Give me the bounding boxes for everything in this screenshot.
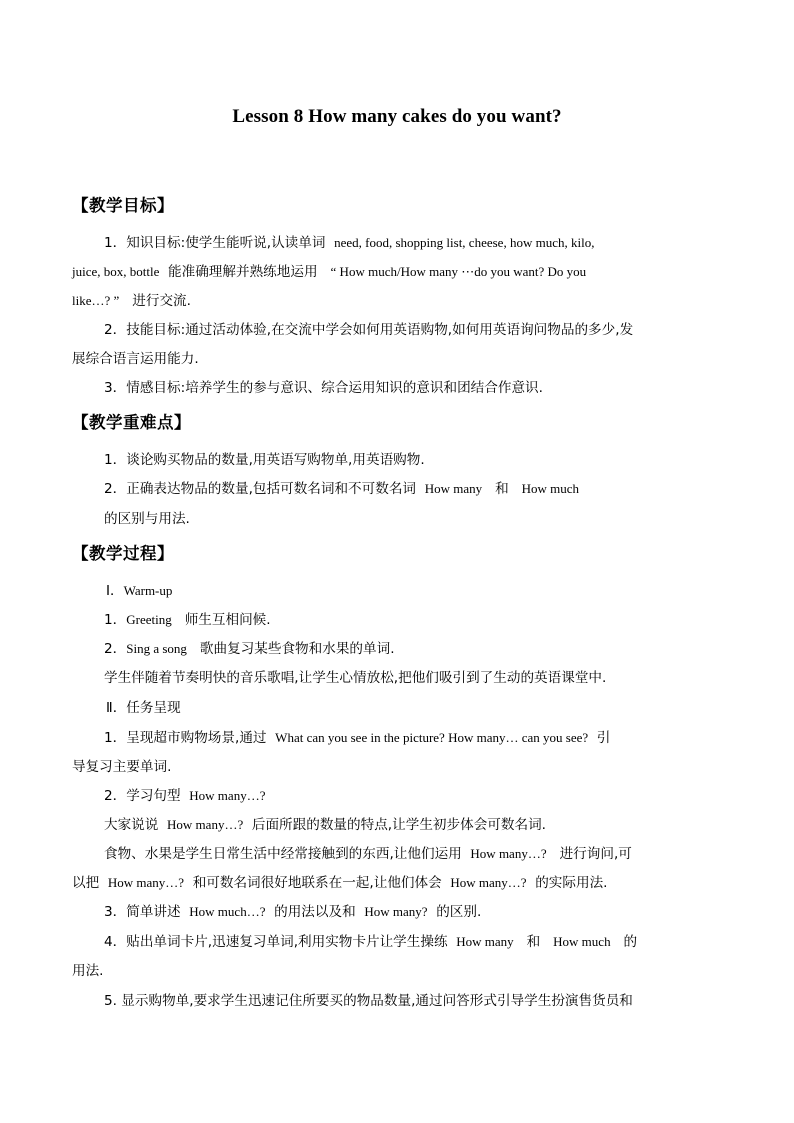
goals-line-2: juice, box, bottle 能准确理解并熟练地运用 “ How much/How many ⋯do you want? Do you [72, 264, 587, 280]
process-line-12: 3．简单讲述 How much…? 的用法以及和 How many? 的区别. [104, 904, 482, 920]
key-line-2: 2．正确表达物品的数量,包括可数名词和不可数名词 How many 和 How much [104, 481, 580, 497]
key-line-1: 1．谈论购买物品的数量,用英语写购物单,用英语购物. [104, 452, 425, 468]
process-line-1: Ⅰ．Warm-up [106, 583, 173, 599]
process-line-10: 食物、水果是学生日常生活中经常接触到的东西,让他们运用 How many…? 进行询问,可 [104, 846, 632, 862]
goals-line-5: 展综合语言运用能力. [72, 351, 199, 367]
process-line-11: 以把 How many…? 和可数名词很好地联系在一起,让他们体会 How many…? 的实际用法. [72, 875, 608, 891]
process-line-4: 学生伴随着节奏明快的音乐歌唱,让学生心情放松,把他们吸引到了生动的英语课堂中. [104, 670, 607, 686]
goals-line-3: like…? ” 进行交流. [72, 293, 191, 309]
key-line-3: 的区别与用法. [104, 511, 190, 527]
process-line-7: 导复习主要单词. [72, 759, 172, 775]
process-line-6: 1．呈现超市购物场景,通过 What can you see in the picture? How many… can you see? 引 [104, 730, 611, 746]
section-heading-goals: 【教学目标】 [72, 196, 174, 215]
process-line-5: Ⅱ．任务呈现 [106, 700, 181, 716]
process-line-9: 大家说说 How many…? 后面所跟的数量的特点,让学生初步体会可数名词. [104, 817, 546, 833]
section-heading-key-points: 【教学重难点】 [72, 413, 191, 432]
goals-line-4: 2．技能目标:通过活动体验,在交流中学会如何用英语购物,如何用英语询问物品的多少,发 [104, 322, 634, 338]
goals-line-6: 3．情感目标:培养学生的参与意识、综合运用知识的意识和团结合作意识. [104, 380, 543, 396]
process-line-15: 5. 显示购物单,要求学生迅速记住所要买的物品数量,通过问答形式引导学生扮演售货员和 [104, 993, 633, 1009]
process-line-13: 4．贴出单词卡片,迅速复习单词,利用实物卡片让学生操练 How many 和 How much 的 [104, 934, 638, 950]
process-line-14: 用法. [72, 963, 104, 979]
goals-line-1: 1．知识目标:使学生能听说,认读单词 need, food, shopping list, cheese, how much, kilo, [104, 235, 595, 251]
section-heading-process: 【教学过程】 [72, 544, 174, 563]
process-line-2: 1．Greeting 师生互相问候. [104, 612, 271, 628]
process-line-3: 2．Sing a song 歌曲复习某些食物和水果的单词. [104, 641, 395, 657]
process-line-8: 2．学习句型 How many…? [104, 788, 266, 804]
page-title: Lesson 8 How many cakes do you want? [232, 106, 562, 127]
